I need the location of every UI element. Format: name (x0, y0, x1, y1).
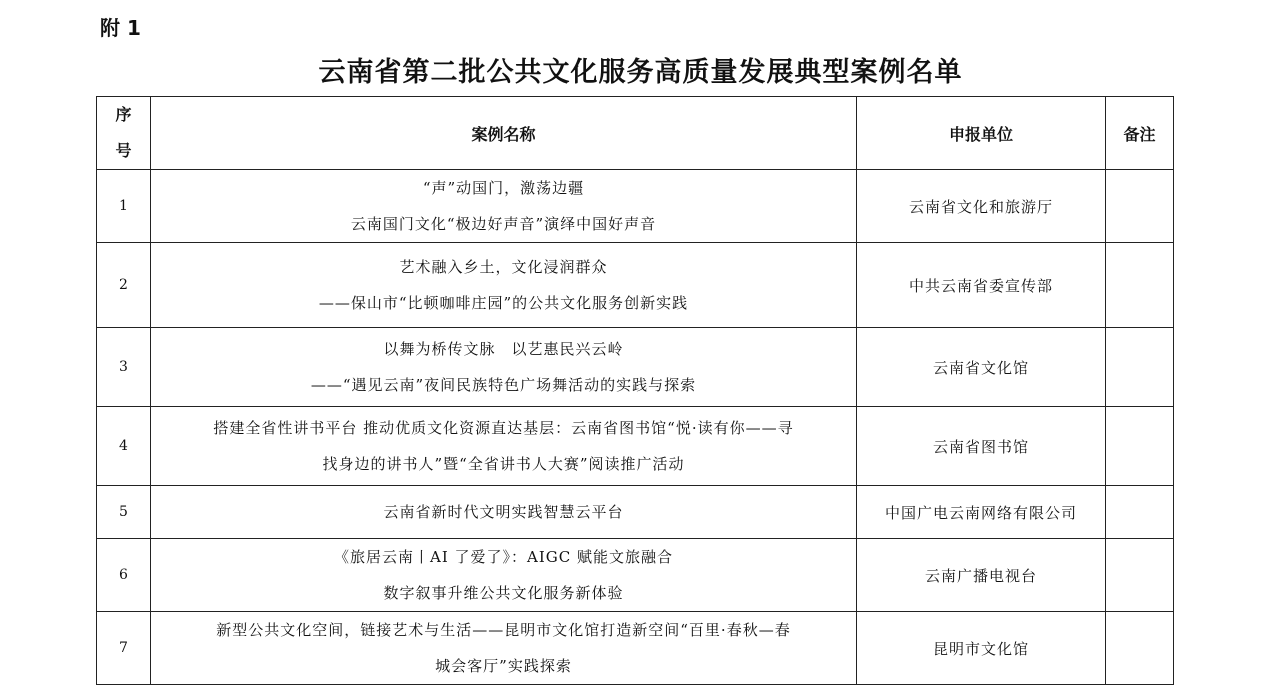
case-name (151, 170, 857, 243)
table-row (97, 328, 1174, 407)
applicant-unit: 云南省文化和旅游厅 (857, 170, 1106, 243)
case-name-line: 城会客厅”实践探索 (435, 657, 572, 675)
case-name (151, 612, 857, 685)
case-name-line: ——“遇见云南”夜间民族特色广场舞活动的实践与探索 (310, 376, 697, 394)
applicant-unit: 中共云南省委宣传部 (857, 243, 1106, 328)
case-name-line: 新型公共文化空间，链接艺术与生活——昆明市文化馆打造新空间“百里·春秋—春 (216, 621, 791, 639)
table-header-row (97, 97, 1174, 170)
case-name (151, 407, 857, 486)
case-name (151, 243, 857, 328)
header-unit: 申报单位 (857, 97, 1106, 170)
table-row (97, 243, 1174, 328)
header-case-name: 案例名称 (151, 97, 857, 170)
applicant-unit: 云南省文化馆 (857, 328, 1106, 407)
row-number: 5 (97, 486, 151, 539)
row-number: 1 (97, 170, 151, 243)
note-cell (1106, 539, 1174, 612)
case-name-line: “声”动国门，激荡边疆 (422, 179, 585, 197)
row-number: 7 (97, 612, 151, 685)
note-cell (1106, 328, 1174, 407)
attachment-label: 附 1 (100, 16, 141, 40)
table-row (97, 612, 1174, 685)
row-number: 3 (97, 328, 151, 407)
row-number: 6 (97, 539, 151, 612)
case-name (151, 539, 857, 612)
note-cell (1106, 612, 1174, 685)
table-row (97, 486, 1174, 539)
header-no (97, 97, 151, 170)
note-cell (1106, 407, 1174, 486)
table-row (97, 407, 1174, 486)
case-list-table (96, 96, 1174, 685)
case-name-line: 找身边的讲书人”暨“全省讲书人大赛”阅读推广活动 (322, 455, 685, 473)
table-row (97, 170, 1174, 243)
note-cell (1106, 486, 1174, 539)
case-name (151, 328, 857, 407)
case-name-line: 《旅居云南丨AI 了爱了》：AIGC 赋能文旅融合 (333, 548, 673, 566)
case-name (151, 486, 857, 539)
applicant-unit: 云南广播电视台 (857, 539, 1106, 612)
applicant-unit: 昆明市文化馆 (857, 612, 1106, 685)
row-number: 2 (97, 243, 151, 328)
case-name-line: 以舞为桥传文脉 以艺惠民兴云岭 (383, 340, 624, 358)
row-number: 4 (97, 407, 151, 486)
table-row (97, 539, 1174, 612)
case-name-line: 数字叙事升维公共文化服务新体验 (383, 584, 624, 602)
case-name-line: 云南省新时代文明实践智慧云平台 (383, 503, 624, 521)
note-cell (1106, 170, 1174, 243)
header-note: 备注 (1106, 97, 1174, 170)
header-no-line1: 序 (115, 105, 132, 124)
note-cell (1106, 243, 1174, 328)
case-name-line: ——保山市“比顿咖啡庄园”的公共文化服务创新实践 (318, 294, 689, 312)
document-title: 云南省第二批公共文化服务高质量发展典型案例名单 (318, 57, 963, 88)
header-no-line2: 号 (115, 141, 132, 160)
case-name-line: 搭建全省性讲书平台 推动优质文化资源直达基层：云南省图书馆“悦·读有你——寻 (213, 419, 794, 437)
applicant-unit: 云南省图书馆 (857, 407, 1106, 486)
applicant-unit: 中国广电云南网络有限公司 (857, 486, 1106, 539)
case-name-line: 云南国门文化“极边好声音”演绎中国好声音 (350, 215, 657, 233)
case-name-line: 艺术融入乡土，文化浸润群众 (399, 258, 608, 276)
